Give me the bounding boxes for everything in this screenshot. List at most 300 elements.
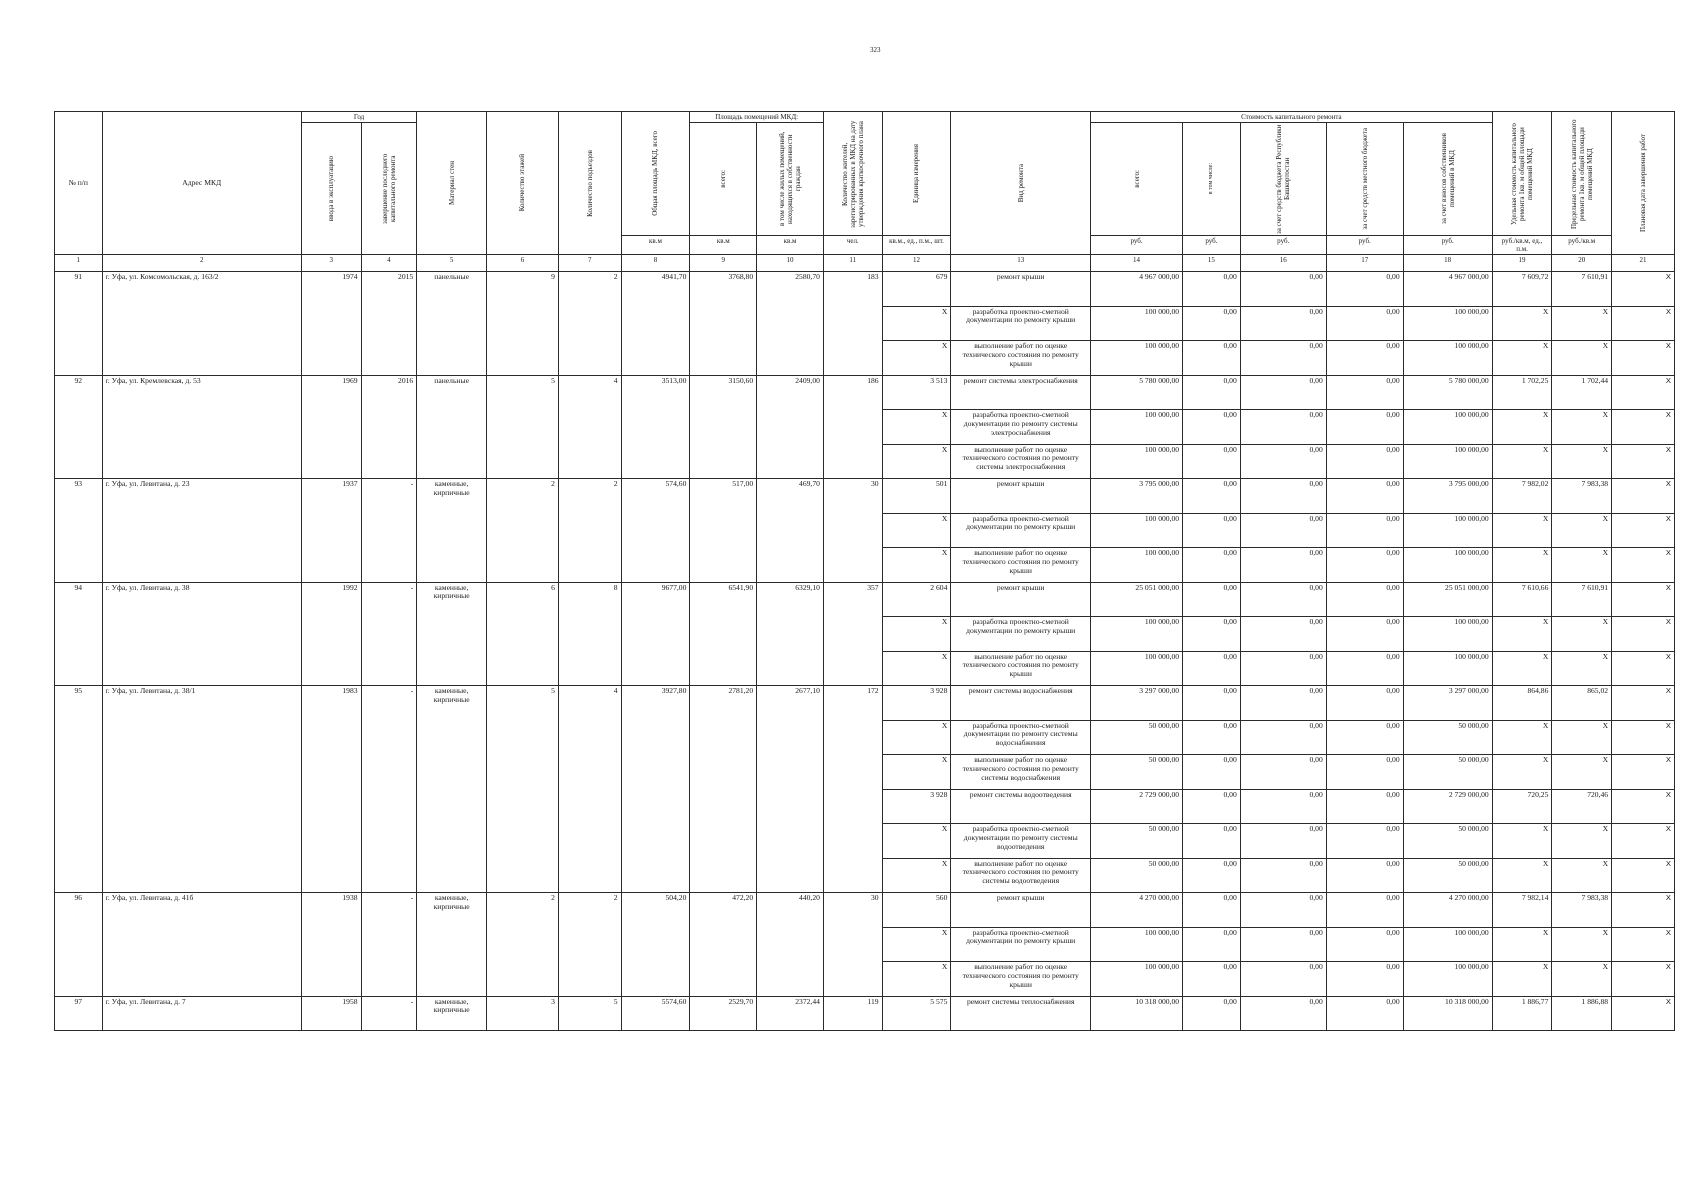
cost-total-cell: 3 297 000,00 [1091,686,1183,721]
max-cost-cell: X [1552,720,1612,755]
quantity-cell: X [882,617,951,652]
cost-total-cell: 50 000,00 [1091,824,1183,859]
unit-cost-cell: 7 982,02 [1492,479,1552,514]
row-number: 92 [55,375,103,479]
column-number: 1 [55,255,103,272]
republic-budget-cell: 0,00 [1240,824,1326,859]
local-budget-cell: 0,00 [1326,996,1403,1030]
quantity-cell: 560 [882,893,951,928]
header-premises-residential: в том числе жилых помещений, находящихся в собственности граждан [757,123,824,236]
local-budget-cell: 0,00 [1326,720,1403,755]
planned-date-cell: X [1612,375,1675,410]
quantity-cell: 2 604 [882,582,951,617]
column-number: 16 [1240,255,1326,272]
max-cost-cell: X [1552,617,1612,652]
cost-total-cell: 50 000,00 [1091,858,1183,893]
unit-cost-cell: X [1492,444,1552,479]
unit-cost-cell: 7 609,72 [1492,272,1552,307]
unit-cost-cell: X [1492,824,1552,859]
column-number: 13 [951,255,1091,272]
unit-cost-cell: 1 886,77 [1492,996,1552,1030]
republic-budget-cell: 0,00 [1240,272,1326,307]
fund-cell: 0,00 [1183,858,1241,893]
fund-cell: 0,00 [1183,686,1241,721]
max-cost-cell: 1 702,44 [1552,375,1612,410]
residential-cell: 440,20 [757,893,824,997]
unit-cost-cell: X [1492,962,1552,997]
year-built-cell: 1938 [301,893,361,997]
owners-cell: 3 297 000,00 [1403,686,1492,721]
cost-total-cell: 100 000,00 [1091,617,1183,652]
planned-date-cell: X [1612,513,1675,548]
address-cell: г. Уфа, ул. Левитана, д. 38 [102,582,301,686]
header-planned-date: Плановая дата завершения работ [1612,112,1675,255]
owners-cell: 100 000,00 [1403,617,1492,652]
max-cost-cell: X [1552,824,1612,859]
quantity-cell: X [882,341,951,376]
republic-budget-cell: 0,00 [1240,996,1326,1030]
max-cost-cell: 865,02 [1552,686,1612,721]
planned-date-cell: X [1612,651,1675,686]
owners-cell: 100 000,00 [1403,306,1492,341]
column-number: 12 [882,255,951,272]
local-budget-cell: 0,00 [1326,789,1403,824]
planned-date-cell: X [1612,824,1675,859]
cost-total-cell: 3 795 000,00 [1091,479,1183,514]
republic-budget-cell: 0,00 [1240,962,1326,997]
local-budget-cell: 0,00 [1326,479,1403,514]
header-local-budget: за счет средств местного бюджета [1326,123,1403,236]
planned-date-cell: X [1612,617,1675,652]
address-cell: г. Уфа, ул. Левитана, д. 23 [102,479,301,583]
residents-cell: 30 [823,479,882,583]
max-cost-cell: X [1552,651,1612,686]
quantity-cell: X [882,962,951,997]
max-cost-cell: X [1552,927,1612,962]
floors-cell: 9 [487,272,559,376]
floors-cell: 6 [487,582,559,686]
residential-cell: 2409,00 [757,375,824,479]
entrances-cell: 5 [558,996,621,1030]
header-incl: в том числе: [1207,163,1214,195]
residential-cell: 6329,10 [757,582,824,686]
repair-type-cell: ремонт крыши [951,272,1091,307]
cost-total-cell: 100 000,00 [1091,341,1183,376]
fund-cell: 0,00 [1183,962,1241,997]
planned-date-cell: X [1612,962,1675,997]
year-built-cell: 1983 [301,686,361,893]
residents-cell: 357 [823,582,882,686]
unit-cost-cell: 720,25 [1492,789,1552,824]
owners-cell: 100 000,00 [1403,651,1492,686]
header-address: Адрес МКД [102,112,301,255]
unit-cost-cell: X [1492,513,1552,548]
header-owners: за счет взносов собственников помещений в МКД [1403,123,1492,236]
max-cost-cell: 720,46 [1552,789,1612,824]
unit-cost-cell: X [1492,548,1552,583]
year-repair-cell: 2016 [361,375,417,479]
row-number: 91 [55,272,103,376]
column-number: 21 [1612,255,1675,272]
unit-cost-cell: X [1492,617,1552,652]
total-area-cell: 3927,80 [621,686,690,893]
unit-cost-cell: X [1492,410,1552,445]
repair-type-cell: выполнение работ по оценке технического состояния по ремонту системы водоотведения [951,858,1091,893]
local-budget-cell: 0,00 [1326,513,1403,548]
cost-total-cell: 100 000,00 [1091,444,1183,479]
local-budget-cell: 0,00 [1326,617,1403,652]
cost-total-cell: 4 967 000,00 [1091,272,1183,307]
column-number: 6 [487,255,559,272]
quantity-cell: X [882,824,951,859]
header-premises-group: Площадь помещений МКД: [690,112,824,123]
cost-total-cell: 50 000,00 [1091,720,1183,755]
header-year-last-repair: завершение последнего капитального ремонта [361,123,417,255]
unit-cell: руб. [1240,236,1326,255]
unit-cell: чел. [823,236,882,255]
header-republic-budget: за счет средств бюджета Республики Башкортостан [1240,123,1326,236]
planned-date-cell: X [1612,789,1675,824]
republic-budget-cell: 0,00 [1240,479,1326,514]
header-repair-type: Вид ремонта [951,112,1091,255]
table-row [55,582,1675,617]
quantity-cell: 3 513 [882,375,951,410]
unit-cost-cell: X [1492,306,1552,341]
local-budget-cell: 0,00 [1326,410,1403,445]
owners-cell: 4 270 000,00 [1403,893,1492,928]
local-budget-cell: 0,00 [1326,686,1403,721]
table-row [55,996,1675,1030]
cost-total-cell: 100 000,00 [1091,513,1183,548]
max-cost-cell: X [1552,306,1612,341]
residents-cell: 183 [823,272,882,376]
max-cost-cell: X [1552,513,1612,548]
cost-total-cell: 2 729 000,00 [1091,789,1183,824]
repair-type-cell: выполнение работ по оценке технического состояния по ремонту системы электроснабжения [951,444,1091,479]
planned-date-cell: X [1612,306,1675,341]
header-total-area: Общая площадь МКД, всего [621,112,690,236]
floors-cell: 2 [487,893,559,997]
column-number: 11 [823,255,882,272]
column-number: 2 [102,255,301,272]
column-number: 4 [361,255,417,272]
quantity-cell: X [882,858,951,893]
quantity-cell: 679 [882,272,951,307]
republic-budget-cell: 0,00 [1240,651,1326,686]
republic-budget-cell: 0,00 [1240,410,1326,445]
max-cost-cell: 1 886,88 [1552,996,1612,1030]
header-n: № п/п [55,112,103,255]
floors-cell: 5 [487,686,559,893]
unit-cost-cell: X [1492,720,1552,755]
planned-date-cell: X [1612,720,1675,755]
column-number: 10 [757,255,824,272]
year-repair-cell: - [361,996,417,1030]
owners-cell: 100 000,00 [1403,927,1492,962]
fund-cell: 0,00 [1183,824,1241,859]
unit-cost-cell: X [1492,927,1552,962]
fund-cell: 0,00 [1183,651,1241,686]
column-numbers-row [55,255,1675,272]
material-cell: каменные, кирпичные [417,893,487,997]
planned-date-cell: X [1612,444,1675,479]
fund-cell: 0,00 [1183,306,1241,341]
cost-total-cell: 5 780 000,00 [1091,375,1183,410]
republic-budget-cell: 0,00 [1240,927,1326,962]
table-row [55,479,1675,514]
repair-type-cell: ремонт крыши [951,893,1091,928]
unit-cost-cell: 7 610,66 [1492,582,1552,617]
republic-budget-cell: 0,00 [1240,582,1326,617]
quantity-cell: X [882,755,951,790]
floors-cell: 2 [487,479,559,583]
table-row [55,893,1675,928]
max-cost-cell: 7 983,38 [1552,479,1612,514]
republic-budget-cell: 0,00 [1240,341,1326,376]
material-cell: каменные, кирпичные [417,996,487,1030]
owners-cell: 2 729 000,00 [1403,789,1492,824]
local-budget-cell: 0,00 [1326,858,1403,893]
year-built-cell: 1937 [301,479,361,583]
unit-cell: кв.м., ед., п.м., шт. [882,236,951,255]
unit-cost-cell: X [1492,651,1552,686]
owners-cell: 5 780 000,00 [1403,375,1492,410]
year-repair-cell: - [361,479,417,583]
repair-plan-table [54,111,1675,1031]
table-row [55,686,1675,721]
total-area-cell: 5574,60 [621,996,690,1030]
planned-date-cell: X [1612,996,1675,1030]
fund-cell: 0,00 [1183,893,1241,928]
year-repair-cell: - [361,893,417,997]
year-repair-cell: - [361,582,417,686]
fund-cell: 0,00 [1183,513,1241,548]
cost-total-cell: 100 000,00 [1091,962,1183,997]
residents-cell: 172 [823,686,882,893]
page-number: 323 [870,46,881,54]
header-cost-group [1091,112,1493,123]
premises-cell: 517,00 [690,479,757,583]
max-cost-cell: X [1552,410,1612,445]
total-area-cell: 574,60 [621,479,690,583]
unit-cost-cell: 864,86 [1492,686,1552,721]
repair-type-cell: разработка проектно-сметной документации по ремонту системы электроснабжения [951,410,1091,445]
local-budget-cell: 0,00 [1326,755,1403,790]
row-number: 93 [55,479,103,583]
quantity-cell: X [882,306,951,341]
owners-cell: 25 051 000,00 [1403,582,1492,617]
owners-cell: 50 000,00 [1403,755,1492,790]
unit-cost-cell: 1 702,25 [1492,375,1552,410]
total-area-cell: 4941,70 [621,272,690,376]
local-budget-cell: 0,00 [1326,375,1403,410]
residents-cell: 119 [823,996,882,1030]
fund-cell: 0,00 [1183,479,1241,514]
column-number: 18 [1403,255,1492,272]
fund-cell: 0,00 [1183,927,1241,962]
address-cell: г. Уфа, ул. Комсомольская, д. 163/2 [102,272,301,376]
republic-budget-cell: 0,00 [1240,306,1326,341]
repair-type-cell: ремонт системы теплоснабжения [951,996,1091,1030]
row-number: 94 [55,582,103,686]
residents-cell: 186 [823,375,882,479]
column-number: 15 [1183,255,1241,272]
header-cost-total: всего: [1091,123,1183,236]
quantity-cell: 501 [882,479,951,514]
entrances-cell: 2 [558,479,621,583]
unit-cell: руб. [1091,236,1183,255]
repair-type-cell: разработка проектно-сметной документации по ремонту крыши [951,306,1091,341]
unit-cell: руб. [1326,236,1403,255]
table-body [55,272,1675,1031]
table-header [55,112,1675,272]
fund-cell: 0,00 [1183,375,1241,410]
unit-cell: кв.м [757,236,824,255]
owners-cell: 50 000,00 [1403,720,1492,755]
fund-cell: 0,00 [1183,341,1241,376]
max-cost-cell: X [1552,755,1612,790]
unit-cell: кв.м [690,236,757,255]
max-cost-cell: X [1552,858,1612,893]
max-cost-cell: X [1552,962,1612,997]
repair-type-cell: разработка проектно-сметной документации по ремонту крыши [951,617,1091,652]
year-built-cell: 1974 [301,272,361,376]
repair-type-cell: разработка проектно-сметной документации по ремонту системы водоотведения [951,824,1091,859]
residential-cell: 2677,10 [757,686,824,893]
unit-cell: руб. [1183,236,1241,255]
repair-type-cell: ремонт системы водоотведения [951,789,1091,824]
premises-cell: 2781,20 [690,686,757,893]
repair-type-cell: выполнение работ по оценке технического состояния по ремонту крыши [951,651,1091,686]
year-built-cell: 1958 [301,996,361,1030]
owners-cell: 100 000,00 [1403,444,1492,479]
local-budget-cell: 0,00 [1326,306,1403,341]
material-cell: каменные, кирпичные [417,582,487,686]
column-number: 19 [1492,255,1552,272]
residential-cell: 2580,70 [757,272,824,376]
premises-cell: 2529,70 [690,996,757,1030]
quantity-cell: X [882,720,951,755]
planned-date-cell: X [1612,927,1675,962]
fund-cell: 0,00 [1183,444,1241,479]
repair-type-cell: ремонт системы электроснабжения [951,375,1091,410]
local-budget-cell: 0,00 [1326,548,1403,583]
local-budget-cell: 0,00 [1326,444,1403,479]
republic-budget-cell: 0,00 [1240,548,1326,583]
premises-cell: 3768,80 [690,272,757,376]
repair-type-cell: разработка проектно-сметной документации по ремонту крыши [951,513,1091,548]
planned-date-cell: X [1612,686,1675,721]
local-budget-cell: 0,00 [1326,927,1403,962]
column-number: 14 [1091,255,1183,272]
owners-cell: 100 000,00 [1403,548,1492,583]
row-number: 96 [55,893,103,997]
max-cost-cell: X [1552,341,1612,376]
local-budget-cell: 0,00 [1326,272,1403,307]
header-wall-material: Материал стен [417,112,487,255]
unit-cost-cell: X [1492,858,1552,893]
premises-cell: 472,20 [690,893,757,997]
local-budget-cell: 0,00 [1326,651,1403,686]
unit-cell: руб./кв.м, ед., п.м. [1492,236,1552,255]
planned-date-cell: X [1612,479,1675,514]
residents-cell: 30 [823,893,882,997]
unit-cell: руб. [1403,236,1492,255]
local-budget-cell: 0,00 [1326,893,1403,928]
header-fund [1183,123,1241,236]
republic-budget-cell: 0,00 [1240,617,1326,652]
fund-cell: 0,00 [1183,410,1241,445]
premises-cell: 3150,60 [690,375,757,479]
total-area-cell: 9677,00 [621,582,690,686]
header-max-cost: Предельная стоимость капитального ремонта 1кв. м общей площади помещений МКД [1552,112,1612,236]
column-number: 3 [301,255,361,272]
header-year-built: ввода в эксплуатацию [301,123,361,255]
material-cell: каменные, кирпичные [417,686,487,893]
fund-cell: 0,00 [1183,272,1241,307]
column-number: 5 [417,255,487,272]
cost-total-cell: 10 318 000,00 [1091,996,1183,1030]
planned-date-cell: X [1612,582,1675,617]
repair-type-cell: выполнение работ по оценке технического состояния по ремонту системы водоснабжения [951,755,1091,790]
repair-type-cell: выполнение работ по оценке технического состояния по ремонту крыши [951,341,1091,376]
owners-cell: 3 795 000,00 [1403,479,1492,514]
residential-cell: 469,70 [757,479,824,583]
material-cell: каменные, кирпичные [417,479,487,583]
fund-cell: 0,00 [1183,996,1241,1030]
republic-budget-cell: 0,00 [1240,789,1326,824]
floors-cell: 5 [487,375,559,479]
fund-cell: 0,00 [1183,582,1241,617]
repair-type-cell: разработка проектно-сметной документации по ремонту крыши [951,927,1091,962]
repair-type-cell: ремонт крыши [951,582,1091,617]
quantity-cell: X [882,548,951,583]
quantity-cell: X [882,513,951,548]
total-area-cell: 3513,00 [621,375,690,479]
entrances-cell: 4 [558,375,621,479]
fund-cell: 0,00 [1183,548,1241,583]
table-row [55,375,1675,410]
header-unit-cost: Удельная стоимость капитального ремонта 1кв. м общей площади помещений МКД [1492,112,1552,236]
unit-cell: руб./кв.м [1552,236,1612,255]
address-cell: г. Уфа, ул. Левитана, д. 38/1 [102,686,301,893]
header-cost-title: Стоимость капитального ремонта [1241,113,1342,121]
owners-cell: 50 000,00 [1403,858,1492,893]
planned-date-cell: X [1612,893,1675,928]
row-number: 97 [55,996,103,1030]
planned-date-cell: X [1612,755,1675,790]
republic-budget-cell: 0,00 [1240,720,1326,755]
owners-cell: 10 318 000,00 [1403,996,1492,1030]
column-number: 17 [1326,255,1403,272]
republic-budget-cell: 0,00 [1240,375,1326,410]
column-number: 7 [558,255,621,272]
year-repair-cell: - [361,686,417,893]
material-cell: панельные [417,272,487,376]
quantity-cell: 5 575 [882,996,951,1030]
max-cost-cell: 7 983,38 [1552,893,1612,928]
owners-cell: 50 000,00 [1403,824,1492,859]
header-premises-total: всего: [690,123,757,236]
local-budget-cell: 0,00 [1326,962,1403,997]
republic-budget-cell: 0,00 [1240,858,1326,893]
address-cell: г. Уфа, ул. Кремлевская, д. 53 [102,375,301,479]
unit-cost-cell: X [1492,755,1552,790]
planned-date-cell: X [1612,410,1675,445]
total-area-cell: 504,20 [621,893,690,997]
planned-date-cell: X [1612,858,1675,893]
owners-cell: 4 967 000,00 [1403,272,1492,307]
